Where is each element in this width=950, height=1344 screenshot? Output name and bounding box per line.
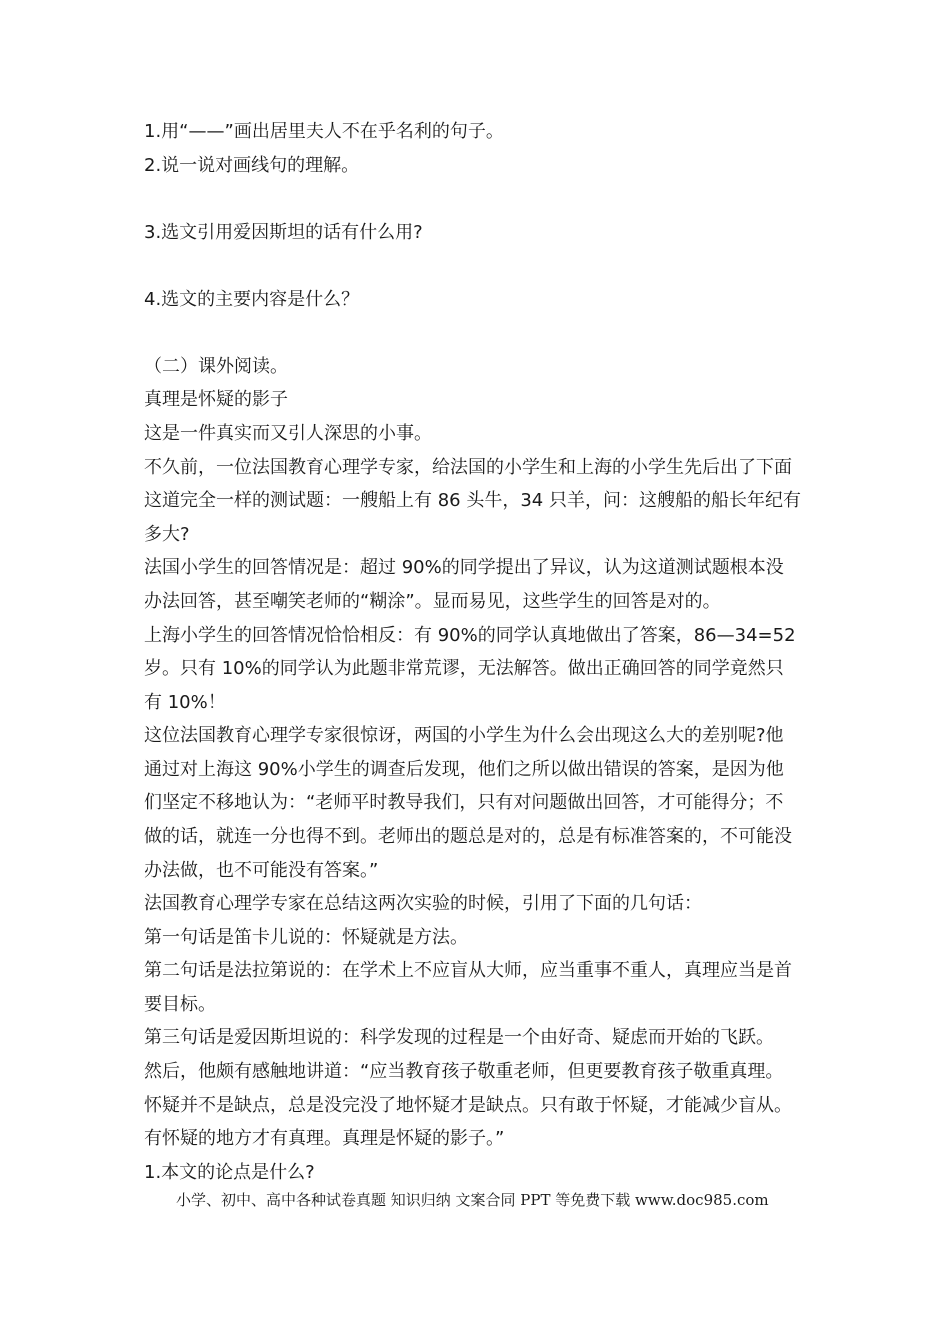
article-line: 有怀疑的地方才有真理。真理是怀疑的影子。” — [144, 1128, 505, 1149]
article-line: 要目标。 — [144, 994, 216, 1015]
article-line: 通过对上海这 90%小学生的调查后发现，他们之所以做出错误的答案，是因为他 — [144, 759, 784, 780]
article-line: 有 10%！ — [144, 692, 226, 713]
article-line: 然后，他颇有感触地讲道：“应当教育孩子敬重老师，但更要教育孩子敬重真理。 — [144, 1061, 784, 1082]
article-line: 做的话，就连一分也得不到。老师出的题总是对的，总是有标准答案的，不可能没 — [144, 826, 792, 847]
question-4: 4.选文的主要内容是什么？ — [144, 289, 360, 310]
article-line: 们坚定不移地认为：“老师平时教导我们，只有对问题做出回答，才可能得分；不 — [144, 792, 784, 813]
question-2: 2.说一说对画线句的理解。 — [144, 155, 360, 176]
article-line: 这位法国教育心理学专家很惊讶，两国的小学生为什么会出现这么大的差别呢?他 — [144, 725, 784, 746]
article-line: 办法回答，甚至嘲笑老师的“糊涂”。显而易见，这些学生的回答是对的。 — [144, 591, 721, 612]
article-line: 办法做，也不可能没有答案。” — [144, 860, 379, 881]
article-line: 第一句话是笛卡儿说的：怀疑就是方法。 — [144, 927, 468, 948]
article-line: 岁。只有 10%的同学认为此题非常荒谬，无法解答。做出正确回答的同学竟然只 — [144, 658, 784, 679]
section-heading: （二）课外阅读。 — [144, 356, 288, 377]
article-line: 这是一件真实而又引人深思的小事。 — [144, 423, 432, 444]
article-line: 第二句话是法拉第说的：在学术上不应盲从大师，应当重事不重人，真理应当是首 — [144, 960, 792, 981]
footer-watermark: 小学、初中、高中各种试卷真题 知识归纳 文案合同 PPT 等免费下载 www.doc985.com — [176, 1191, 769, 1209]
article-line: 第三句话是爱因斯坦说的：科学发现的过程是一个由好奇、疑虑而开始的飞跃。 — [144, 1027, 774, 1048]
article-line: 多大? — [144, 524, 190, 545]
article-line: 法国教育心理学专家在总结这两次实验的时候，引用了下面的几句话： — [144, 893, 702, 914]
question-bottom: 1.本文的论点是什么? — [144, 1162, 315, 1183]
article-line: 上海小学生的回答情况恰恰相反：有 90%的同学认真地做出了答案，86—34=52 — [144, 625, 796, 646]
article-title: 真理是怀疑的影子 — [144, 389, 288, 410]
question-3: 3.选文引用爱因斯坦的话有什么用? — [144, 222, 423, 243]
article-line: 怀疑并不是缺点，总是没完没了地怀疑才是缺点。只有敢于怀疑，才能减少盲从。 — [144, 1095, 792, 1116]
article-line: 不久前，一位法国教育心理学专家，给法国的小学生和上海的小学生先后出了下面 — [144, 457, 792, 478]
article-line: 法国小学生的回答情况是：超过 90%的同学提出了异议，认为这道测试题根本没 — [144, 557, 784, 578]
question-1: 1.用“——”画出居里夫人不在乎名利的句子。 — [144, 121, 504, 142]
article-line: 这道完全一样的测试题：一艘船上有 86 头牛，34 只羊，问：这艘船的船长年纪有 — [144, 490, 801, 511]
